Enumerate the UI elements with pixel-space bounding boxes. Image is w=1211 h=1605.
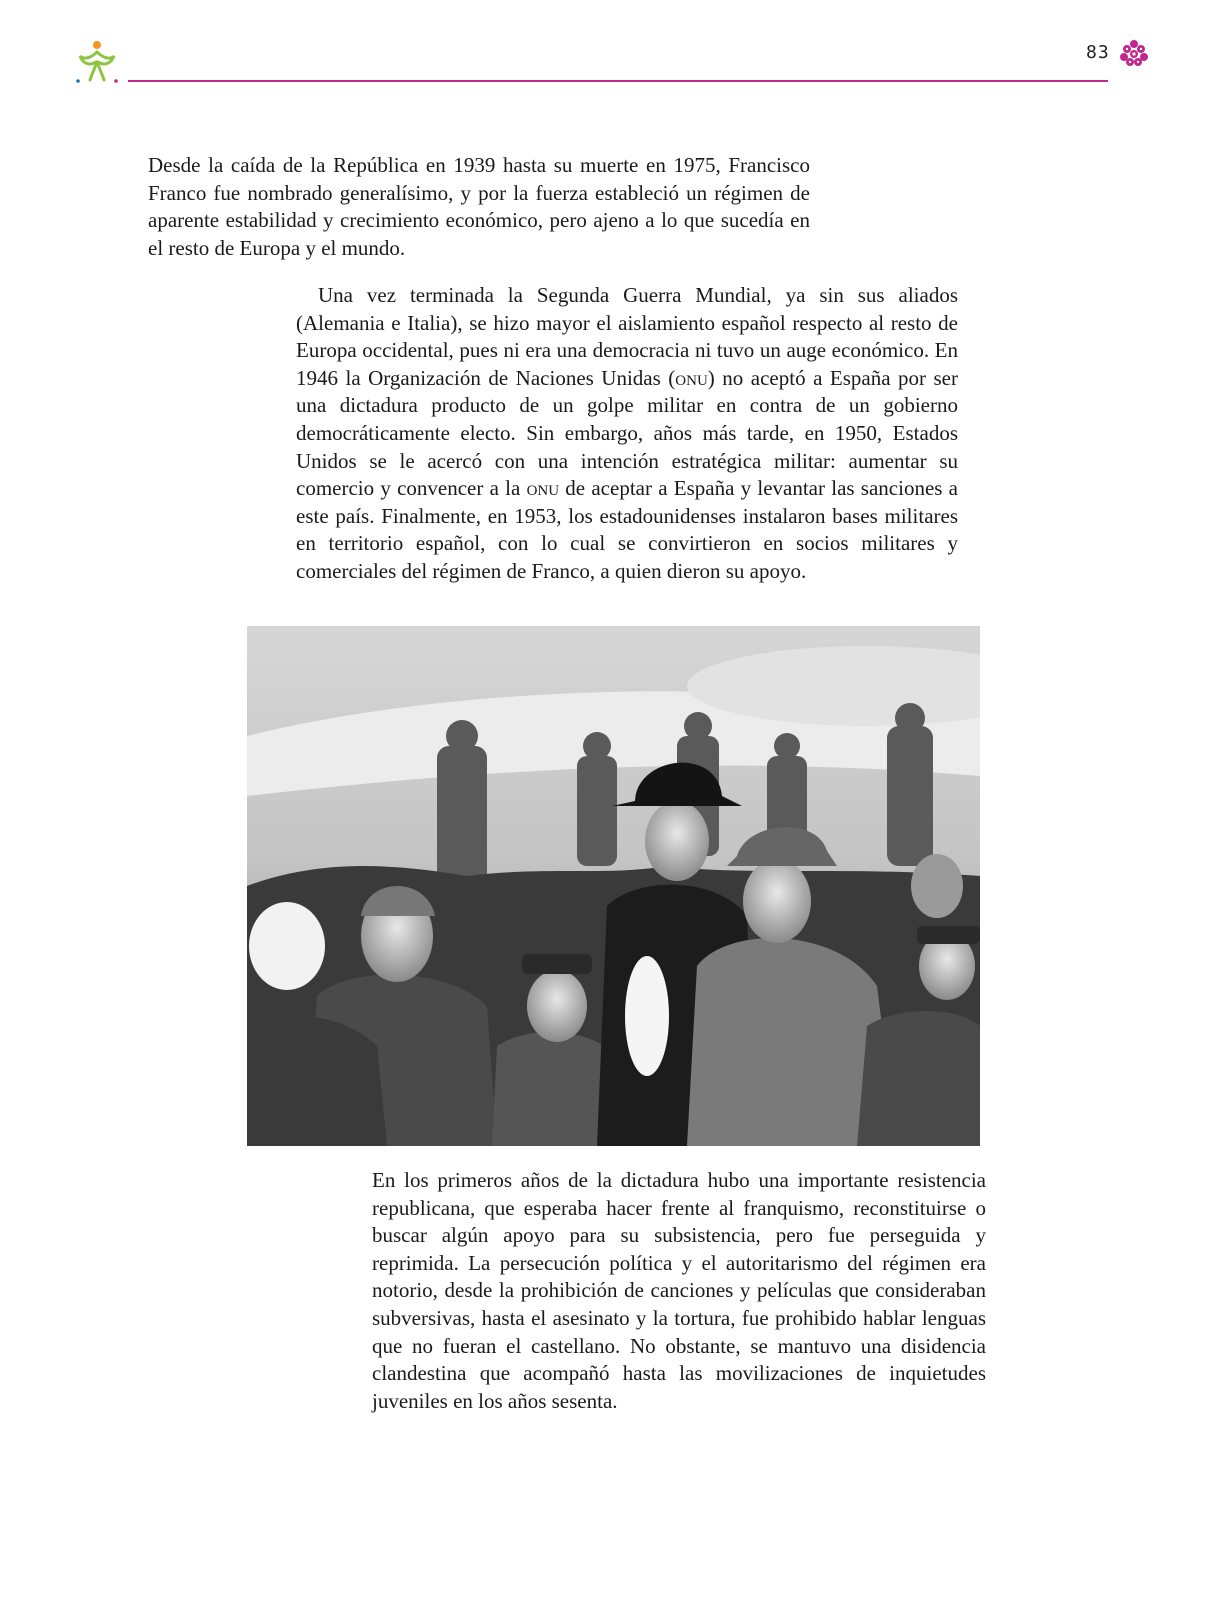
- text-segment: Una vez terminada la Segunda Guerra Mundial, ya sin sus aliados (Alemania e Italia), se hizo mayor el aislamiento español respecto al resto de Europa occidental, pues ni era una democracia ni tuvo un auge económico. En 1946 la Organización de Naciones Unidas (: [296, 283, 958, 390]
- page-number: 83: [1086, 42, 1110, 63]
- acronym-onu: onu: [675, 365, 708, 390]
- body-paragraph-resistance: En los primeros años de la dictadura hubo una importante resistencia republicana, que esperaba hacer frente al franquismo, reconstituirse o buscar algún apoyo para su subsistencia, pero fue perseguida y reprimida. La persecución política y el autoritarismo del régimen era notorio, desde la prohibición de canciones y películas que consideraban subversivas, hasta el asesinato y la tortura, fue prohibido hablar lenguas que no fueran el castellano. No obstante, se mantuvo una disidencia clandestina que acompañó hasta las movilizaciones de inquietudes juveniles en los años sesenta.: [372, 1168, 986, 1413]
- floral-ornament-icon: [1118, 38, 1150, 70]
- body-paragraph-postwar: [296, 282, 958, 586]
- intro-paragraph: Desde la caída de la República en 1939 hasta su muerte en 1975, Francisco Franco fue nombrado generalísimo, y por la fuerza estableció un régimen de aparente estabilidad y crecimiento económico, pero ajeno a lo que sucedía en el resto de Europa y el mundo.: [148, 153, 810, 260]
- historical-photograph: [247, 626, 980, 1146]
- header-rule: [128, 80, 1108, 82]
- acronym-onu: onu: [526, 476, 560, 501]
- text-segment: de aceptar a España y levantar las sanciones a este país. Finalmente, en 1953, los estadounidenses instalaron bases militares en territorio español, con lo cual se convirtieron en socios militares y comerciales del régimen de Franco, a quien dieron su apoyo.: [296, 476, 958, 583]
- sep-logo-icon: [74, 38, 120, 84]
- text-segment: ) no aceptó a España por ser una dictadura producto de un golpe militar en contra de un gobierno democráticamente electo. Sin embargo, años más tarde, en 1950, Estados Unidos se le acercó con una intención estratégica militar: aumentar su comercio y convencer a la: [296, 365, 958, 501]
